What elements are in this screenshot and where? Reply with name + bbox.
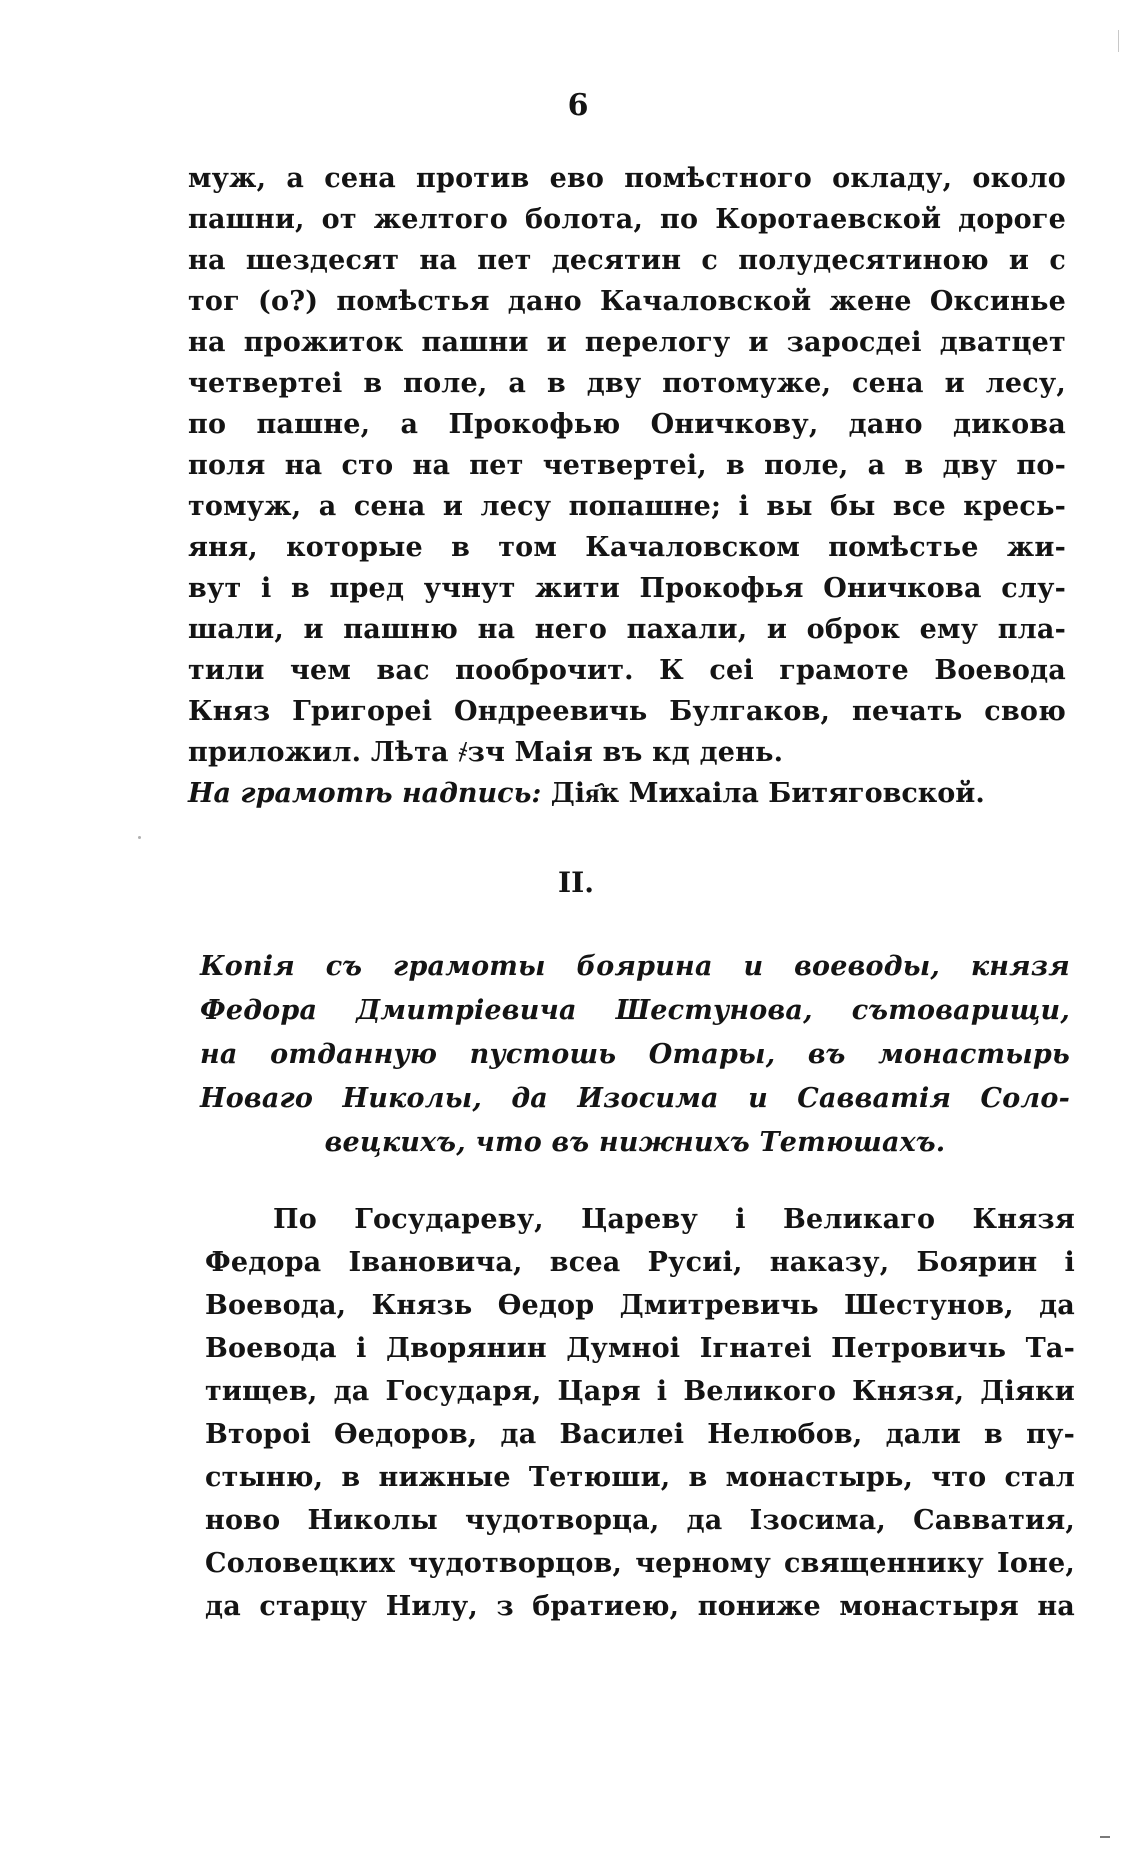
text-line: Княз Григореі Ондреевичь Булгаков, печать свою xyxy=(188,696,1066,727)
text-block-charter xyxy=(205,1198,1075,1628)
text-line-last: приложил. Лѣта ҂зч Маія въ кд день. xyxy=(188,737,784,768)
text-line: тищев, да Государя, Царя і Великого Князя, Діяки xyxy=(205,1376,1075,1407)
text-block-continuation xyxy=(188,158,1066,814)
charter-inscription xyxy=(188,773,1066,814)
text-line: шали, и пашню на него пахали, и оброк ему пла- xyxy=(188,614,1066,645)
text-line: поля на сто на пет четвертеі, в поле, а в дву по- xyxy=(188,450,1066,481)
inscription-text: Дія҄к Михаіла Битяговской. xyxy=(550,778,985,809)
text-line: вут і в пред учнут жити Прокофья Оничкова слу- xyxy=(188,573,1066,604)
text-line: Соловецких чудотворцов, черному священнику Іоне, xyxy=(205,1548,1075,1579)
text-line: четвертеі в поле, а в дву потомуже, сена и лесу, xyxy=(188,368,1066,399)
text-line: тог (о?) помѣстья дано Качаловской жене Оксинье xyxy=(188,286,1066,317)
text-line: муж, а сена против ево помѣстного окладу, около xyxy=(188,163,1066,194)
scan-edge-mark xyxy=(1100,1836,1110,1838)
page-number: 6 xyxy=(567,88,589,123)
text-line: томуж, а сена и лесу попашне; і вы бы все кресь- xyxy=(188,491,1066,522)
text-line: на прожиток пашни и перелогу и заросдеі дватцет xyxy=(188,327,1066,358)
inscription-label: На грамотѣ надпись: xyxy=(188,778,542,809)
text-line: на шездесят на пет десятин с полудесятиною и с xyxy=(188,245,1066,276)
heading-line: на отданную пустошь Отары, въ монастырь xyxy=(200,1039,1070,1070)
text-line: пашни, от желтого болота, по Коротаевской дороге xyxy=(188,204,1066,235)
heading-line: Федора Дмитріевича Шестунова, сътоварищи, xyxy=(200,995,1070,1026)
section-heading xyxy=(200,945,1070,1165)
heading-line: Копія съ грамоты боярина и воеводы, князя xyxy=(200,951,1070,982)
text-line: ново Николы чудотворца, да Ізосима, Савватия, xyxy=(205,1505,1075,1536)
text-line: яня, которые в том Качаловском помѣстье жи- xyxy=(188,532,1066,563)
heading-line: Новаго Николы, да Изосима и Савватія Соло- xyxy=(200,1083,1070,1114)
heading-line-last: вецкихъ, что въ нижнихъ Тетюшахъ. xyxy=(324,1127,946,1158)
text-line: Воевода і Дворянин Думноі Ігнатеі Петровичь Та- xyxy=(205,1333,1075,1364)
text-line: Воевода, Князь Ѳедор Дмитревичь Шестунов, да xyxy=(205,1290,1075,1321)
text-line: Федора Івановича, всеа Русиі, наказу, Боярин і xyxy=(205,1247,1075,1278)
text-line: по пашне, а Прокофью Оничкову, дано дикова xyxy=(188,409,1066,440)
scan-edge-mark xyxy=(1118,30,1119,52)
paragraph-first-line: По Государеву, Цареву і Великаго Князя xyxy=(273,1204,1075,1235)
scan-speck xyxy=(138,836,141,839)
text-line: Второі Ѳедоров, да Василеі Нелюбов, дали в пу- xyxy=(205,1419,1075,1450)
section-number: II. xyxy=(558,866,594,899)
text-line: стыню, в нижные Тетюши, в монастырь, что стал xyxy=(205,1462,1075,1493)
text-line: тили чем вас пооброчит. К сеі грамоте Воевода xyxy=(188,655,1066,686)
text-line: да старцу Нилу, з братиею, пониже монастыря на xyxy=(205,1591,1075,1622)
